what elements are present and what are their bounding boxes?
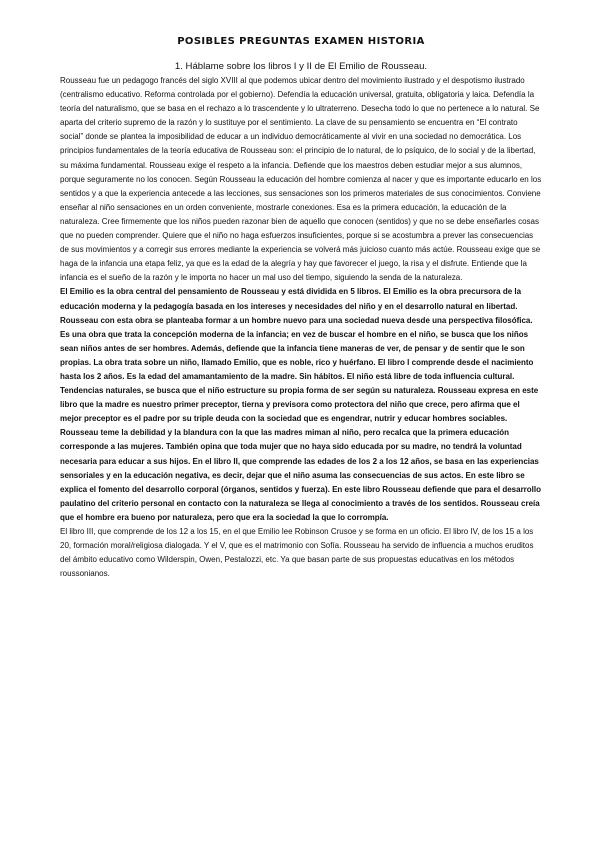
paragraph-books: El libro III, que comprende de los 12 a los 15, en el que Emilio lee Robinson Crusoe y se forma en un oficio. El libro IV, de los 15 a los 20, formación moral/religiosa dialogada. Y el V, que es el matrimonio con Sofía. Rousseau ha servido de influencia a muchos eruditos del ámbito educativo como Wilderspin, Owen, Pestalozzi, etc. Ya que basan parte de sus propuestas educativas en los métodos roussonianos. [60,527,534,579]
question-heading: 1. Háblame sobre los libros I y II de El Emilio de Rousseau. [174,61,428,72]
paragraph-intro: Rousseau fue un pedagogo francés del siglo XVIII al que podemos ubicar dentro del movimiento ilustrado y el despotismo ilustrado (centralismo educativo. Reforma controlada por el gobierno). Defendía la educación universal, gratuita, obligatoria y laica. Defendía la teoría del naturalismo, que se basa en el rechazo a lo trascendente y lo ultraterreno. Desecha todo lo que no pertenece a lo natural. Se aparta del criterio supremo de la razón y lo sustituye por el sentimiento. La clave de su pensamiento se encuentra en “El contrato social” donde se plantea la imposibilidad de educar a un individuo democráticamente al vivir en una sociedad no democrática. Los principios fundamentales de la teoría educativa de Rousseau son: el principio de lo natural, de lo psíquico, de lo social y de la libertad, su máxima fundamental. Rousseau exige el respeto a la infancia. Defiende que los maestros deben estudiar mejor a sus alumnos, porque seguramente no los conocen. Según Rousseau la educación del hombre comienza al nacer y que es importante educarlo en los sentidos y a que la experiencia antecede a las lecciones, sus sensaciones son los primeros materiales de sus conocimientos. Conviene enseñar al niño sensaciones en un orden conveniente, mostrarle conexiones. Esa es la primera educación, la educación de la naturaleza. Cree firmemente que los niños pueden razonar bien de aquello que conocen (sentidos) y que no se debe enseñarles cosas que no pueden comprender. Quiere que el niño no haga esfuerzos insuficientes, porque si se acostumbra a prever las consecuencias de sus movimientos y a corregir sus errores mediante la experiencia se volverá más juicioso cuanto más actúe. Rousseau exige que se haga de la infancia una etapa feliz, ya que es la edad de la alegría y hay que favorecer el juego, la risa y el disfrute. Entiende que la infancia es el sueño de la razón y le importa no hacer un mal uso del tiempo, siguiendo la senda de la naturaleza. [60,76,542,283]
document-page [60,36,542,581]
document-title: POSIBLES PREGUNTAS EXAMEN HISTORIA [177,36,425,47]
paragraph-emilio: El Emilio es la obra central del pensamiento de Rousseau y está dividida en 5 libros. El Emilio es la obra precursora de la educación moderna y la pedagogía basada en los intereses y necesidades del niño y en el desarrollo natural en libertad. Rousseau con esta obra se planteaba formar a un hombre nuevo para una sociedad nueva desde una perspectiva filosófica. Es una obra que trata la concepción moderna de la infancia; en vez de buscar el hombre en el niño, se busca que los niños sean niños antes de ser hombres. Además, defiende que la infancia tiene maneras de ver, de pensar y de sentir que le son propias. La obra trata sobre un niño, llamado Emilio, que es noble, rico y huérfano. El libro I comprende desde el nacimiento hasta los 2 años. Es la edad del amamantamiento de la madre. Sin hábitos. El niño está libre de toda influencia cultural. Tendencias naturales, se busca que el niño estructure su propia forma de ser según su naturaleza. Rousseau expresa en este libro que la madre es nuestro primer preceptor, tierna y previsora como protectora del niño que crece, pero afirma que el mejor preceptor es el padre por su triple deuda con la sociedad que es engendrar, nutrir y educar hombres sociables. Rousseau teme la debilidad y la blandura con la que las madres miman al niño, pero recalca que la primera educación corresponde a las mujeres. También opina que toda mujer que no haya sido educada por su madre, no tendrá la voluntad necesaria para educar a sus hijos. En el libro II, que comprende las edades de los 2 a los 12 años, se basa en las experiencias sensoriales y en la educación negativa, es decir, dejar que el niño asuma las consecuencias de sus actos. En este libro se explica el fomento del desarrollo corporal (órganos, sentidos y fuerza). En este libro Rousseau defiende que para el desarrollo paulatino del criterio personal en contacto con la naturaleza se llega al conocimiento a través de los sentidos. Rousseau creía que el hombre era bueno por naturaleza, pero que era la sociedad la que lo corrompía. [60,287,542,522]
